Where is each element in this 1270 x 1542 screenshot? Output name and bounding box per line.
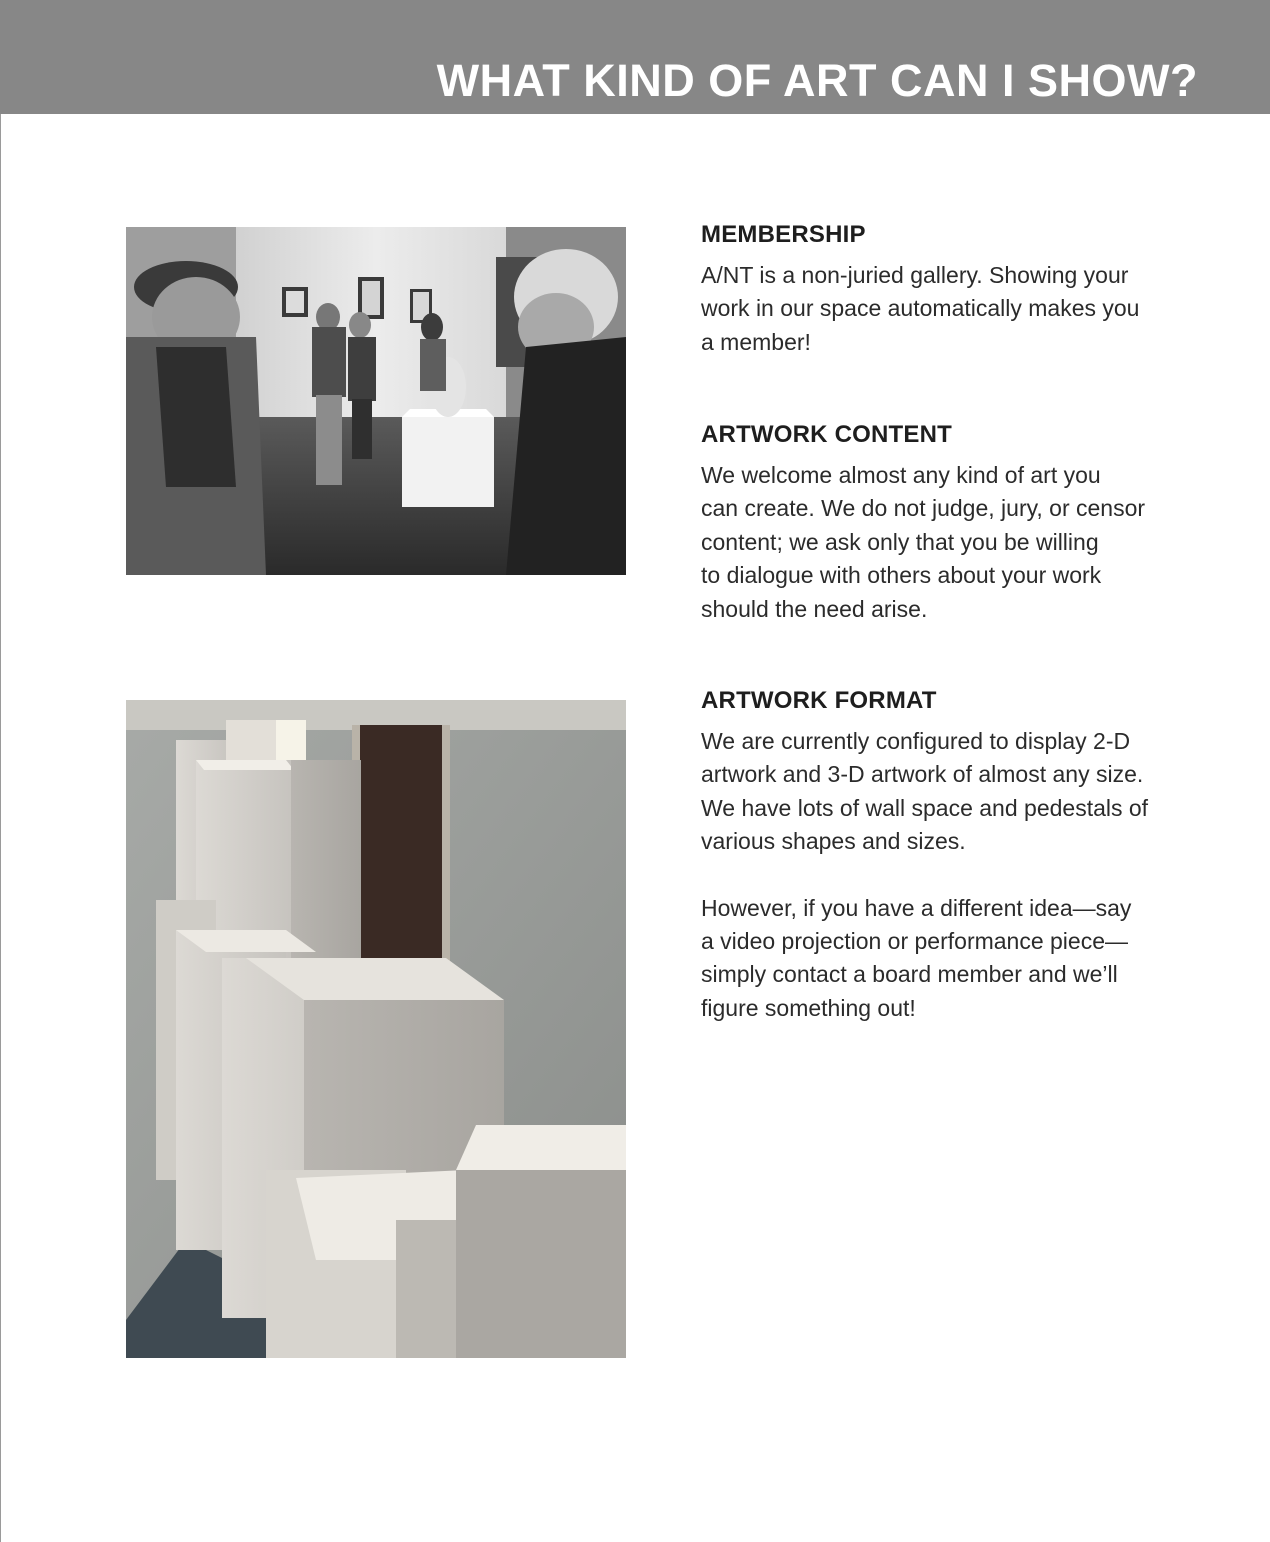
artwork-content-heading: ARTWORK CONTENT [701, 421, 952, 448]
artwork-content-body [701, 459, 1221, 626]
artwork-format-line: artwork and 3-D artwork of almost any size. [701, 761, 1144, 788]
artwork-content-line: can create. We do not judge, jury, or censor [701, 495, 1146, 522]
artwork-format-line: various shapes and sizes. [701, 828, 966, 855]
artwork-format-section [701, 686, 1221, 1025]
artwork-content-section [701, 420, 1221, 626]
page-left-border [0, 0, 1, 1542]
artwork-format-body [701, 725, 1221, 859]
artwork-format-line: We have lots of wall space and pedestals of [701, 794, 1149, 821]
artwork-format-heading: ARTWORK FORMAT [701, 687, 937, 714]
artwork-content-line: to dialogue with others about your work [701, 562, 1102, 589]
gallery-reception-illustration [126, 227, 626, 575]
artwork-format-alternative-body [701, 892, 1221, 1026]
artwork-content-line: should the need arise. [701, 595, 928, 622]
artwork-content-line: content; we ask only that you be willing [701, 528, 1099, 555]
page-title: WHAT KIND OF ART CAN I SHOW? [436, 55, 1198, 106]
header-band [0, 0, 1270, 114]
artwork-content-line: We welcome almost any kind of art you [701, 462, 1101, 488]
pedestals-photo [126, 700, 626, 1358]
artwork-format-alt-line: figure something out! [701, 994, 916, 1021]
membership-line: A/NT is a non-juried gallery. Showing your [701, 262, 1129, 288]
pedestals-illustration [126, 700, 626, 1358]
membership-body [701, 259, 1221, 359]
artwork-format-alt-line: simply contact a board member and we’ll [701, 961, 1118, 988]
gallery-reception-photo [126, 227, 626, 575]
membership-line: work in our space automatically makes you [701, 295, 1140, 322]
membership-heading: MEMBERSHIP [701, 221, 866, 248]
artwork-format-alt-line: a video projection or performance piece— [701, 928, 1129, 955]
membership-line: a member! [701, 328, 811, 355]
membership-section [701, 220, 1221, 359]
artwork-format-line: We are currently configured to display 2-D [701, 728, 1131, 754]
artwork-format-alt-line: However, if you have a different idea—say [701, 894, 1132, 921]
